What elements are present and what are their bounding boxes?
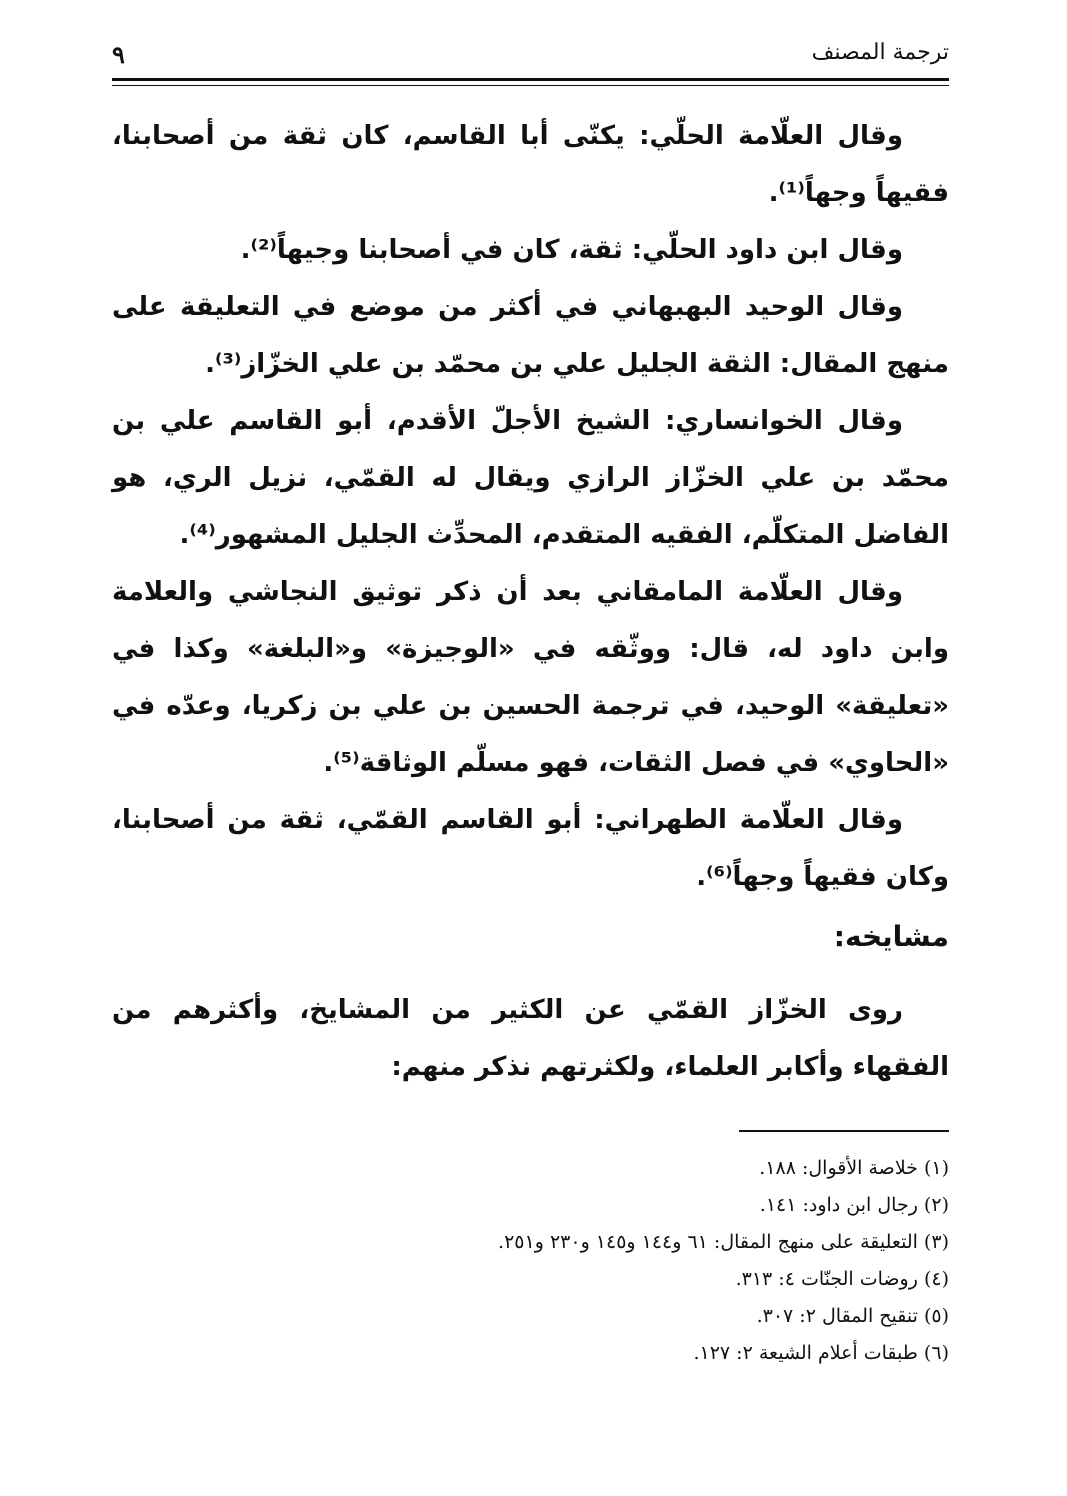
section-heading: مشايخه: [833,920,949,953]
footnote-separator [739,1130,949,1132]
footnote-4: (٤) روضات الجنّات ٤: ٣١٣. [735,1268,949,1290]
footnote-2: (٢) رجال ابن داود: ١٤١. [759,1194,949,1216]
running-title: ترجمة المصنف [811,40,949,65]
footnote-3: (٣) التعليقة على منهج المقال: ٦١ و١٤٤ و١٤٥ و٢٣٠ و٢٥١. [498,1231,949,1253]
running-header [112,40,949,74]
page-number: ٩ [112,40,125,69]
paragraph-mamaqani: وقال العلّامة المامقاني بعد أن ذكر توثيق النجاشي والعلامة وابن داود له، قال: ووثّقه في «الوجيزة» و«البلغة» وكذا في «تعليقة» الوحيد، في ترجمة الحسين بن علي بن زكريا، وعدّه في «الحاوي» في فصل الثقات، فهو مسلّم الوثاقة⁽⁵⁾. [112,577,949,778]
header-rule-thick [112,78,949,81]
section-paragraph: روى الخزّاز القمّي عن الكثير من المشايخ، وأكثرهم من الفقهاء وأكابر العلماء، ولكثرتهم نذكر منهم: [112,995,949,1082]
header-rule-thin [112,85,949,86]
paragraph-tehrani: وقال العلّامة الطهراني: أبو القاسم القمّي، ثقة من أصحابنا، وكان فقيهاً وجهاً⁽⁶⁾. [112,805,949,892]
body-text [112,108,949,906]
paragraph-khwansari: وقال الخوانساري: الشيخ الأجلّ الأقدم، أبو القاسم علي بن محمّد بن علي الخزّاز الرازي ويقال له القمّي، نزيل الري، هو الفاضل المتكلّم، الفقيه المتقدم، المحدِّث الجليل المشهور⁽⁴⁾. [112,406,949,550]
footnote-1: (١) خلاصة الأقوال: ١٨٨. [759,1157,949,1179]
footnote-5: (٥) تنقيح المقال ٢: ٣٠٧. [756,1305,949,1327]
paragraph-ibn-dawud: وقال ابن داود الحلّي: ثقة، كان في أصحابنا وجيهاً⁽²⁾. [240,235,903,265]
section-text [112,982,949,1096]
paragraph-allama-hilli: وقال العلّامة الحلّي: يكنّى أبا القاسم، كان ثقة من أصحابنا، فقيهاً وجهاً⁽¹⁾. [112,121,949,208]
footnote-6: (٦) طبقات أعلام الشيعة ٢: ١٢٧. [693,1342,949,1364]
paragraph-bahbahani: وقال الوحيد البهبهاني في أكثر من موضع في التعليقة على منهج المقال: الثقة الجليل علي بن محمّد بن علي الخزّاز⁽³⁾. [112,292,949,379]
footnotes [112,1150,949,1372]
